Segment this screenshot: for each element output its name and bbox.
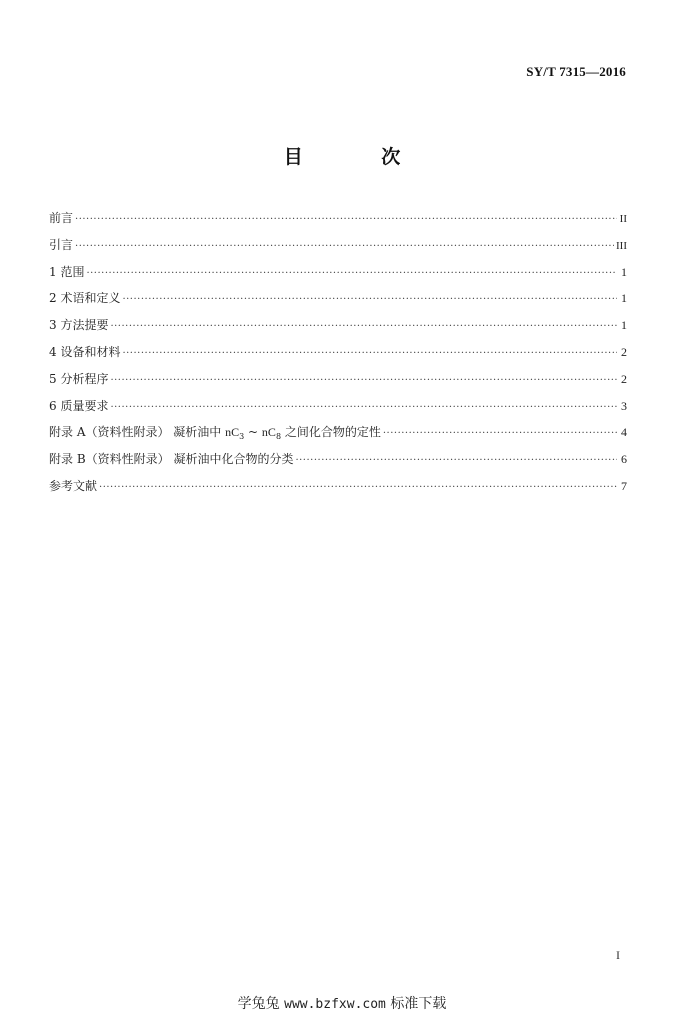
toc-entry-scope[interactable] <box>49 262 627 289</box>
toc-entry-page: 7 <box>621 478 627 493</box>
toc-dot-leader <box>86 264 617 284</box>
toc-dot-leader <box>122 344 617 364</box>
toc-dot-leader <box>383 424 617 444</box>
toc-dot-leader <box>75 210 617 230</box>
toc-entry-bibliography[interactable] <box>49 476 627 503</box>
toc-entry-appendix-b[interactable] <box>49 449 627 476</box>
toc-entry-page: 3 <box>621 398 627 413</box>
toc-entry-label: 6 质量要求 <box>49 398 109 413</box>
toc-chem-term: nC <box>261 425 276 440</box>
toc-entry-label: 引言 <box>49 237 74 252</box>
toc-entry-label: 4 设备和材料 <box>49 344 121 359</box>
toc-entry-method-summary[interactable] <box>49 315 627 342</box>
toc-entry-page: 1 <box>621 291 627 306</box>
toc-dot-leader <box>75 237 614 257</box>
toc-entry-page: 1 <box>621 264 627 279</box>
toc-entry-page: 2 <box>621 371 627 386</box>
toc-title: 目 次 <box>283 146 437 168</box>
toc-entry-analysis-procedure[interactable] <box>49 369 627 396</box>
toc-entry-appendix-a[interactable] <box>49 422 627 449</box>
toc-entry-label: 参考文献 <box>49 478 98 493</box>
toc-entry-introduction[interactable] <box>49 235 627 262</box>
footer-site-name: 学兔兔 <box>237 996 280 1012</box>
toc-dot-leader <box>110 371 617 391</box>
toc-dot-leader <box>295 451 617 471</box>
toc-label-mid: ~ <box>244 425 262 440</box>
toc-entry-label: 前言 <box>49 211 74 225</box>
toc-entry-label: 附录 B（资料性附录） 凝析油中化合物的分类 <box>49 452 294 467</box>
footer-watermark <box>0 993 684 1013</box>
toc-entry-page: 1 <box>621 318 627 333</box>
toc-dot-leader <box>110 398 617 418</box>
toc-entry-label: 2 术语和定义 <box>49 291 121 306</box>
footer-url-link[interactable]: www.bzfxw.com <box>284 997 386 1012</box>
toc-entry-label <box>49 422 381 447</box>
toc-dot-leader <box>99 478 617 498</box>
table-of-contents <box>49 208 627 503</box>
toc-chem-term: nC <box>225 425 240 440</box>
toc-chem-subscript: 3 <box>239 432 245 442</box>
toc-entry-foreword[interactable] <box>49 208 627 235</box>
toc-entry-page: 2 <box>621 344 627 359</box>
toc-entry-page: III <box>616 239 627 252</box>
page-number: I <box>616 948 620 962</box>
toc-entry-page: II <box>619 213 627 225</box>
toc-entry-terms-definitions[interactable] <box>49 288 627 315</box>
toc-dot-leader <box>110 317 617 337</box>
footer-tagline: 标准下载 <box>390 996 447 1012</box>
toc-entry-label: 5 分析程序 <box>49 371 109 386</box>
toc-entry-page: 6 <box>621 452 627 467</box>
toc-label-suffix: 之间化合物的定性 <box>281 425 381 440</box>
toc-dot-leader <box>122 290 617 310</box>
toc-entry-quality-requirements[interactable] <box>49 396 627 423</box>
toc-label-prefix: 附录 A（资料性附录） 凝析油中 <box>49 425 226 440</box>
toc-entry-apparatus-materials[interactable] <box>49 342 627 369</box>
toc-entry-page: 4 <box>621 425 627 440</box>
toc-chem-subscript: 8 <box>275 432 282 442</box>
toc-entry-label: 3 方法提要 <box>49 318 109 333</box>
standard-number: SY/T 7315—2016 <box>526 64 626 79</box>
toc-entry-label: 1 范围 <box>49 264 85 279</box>
